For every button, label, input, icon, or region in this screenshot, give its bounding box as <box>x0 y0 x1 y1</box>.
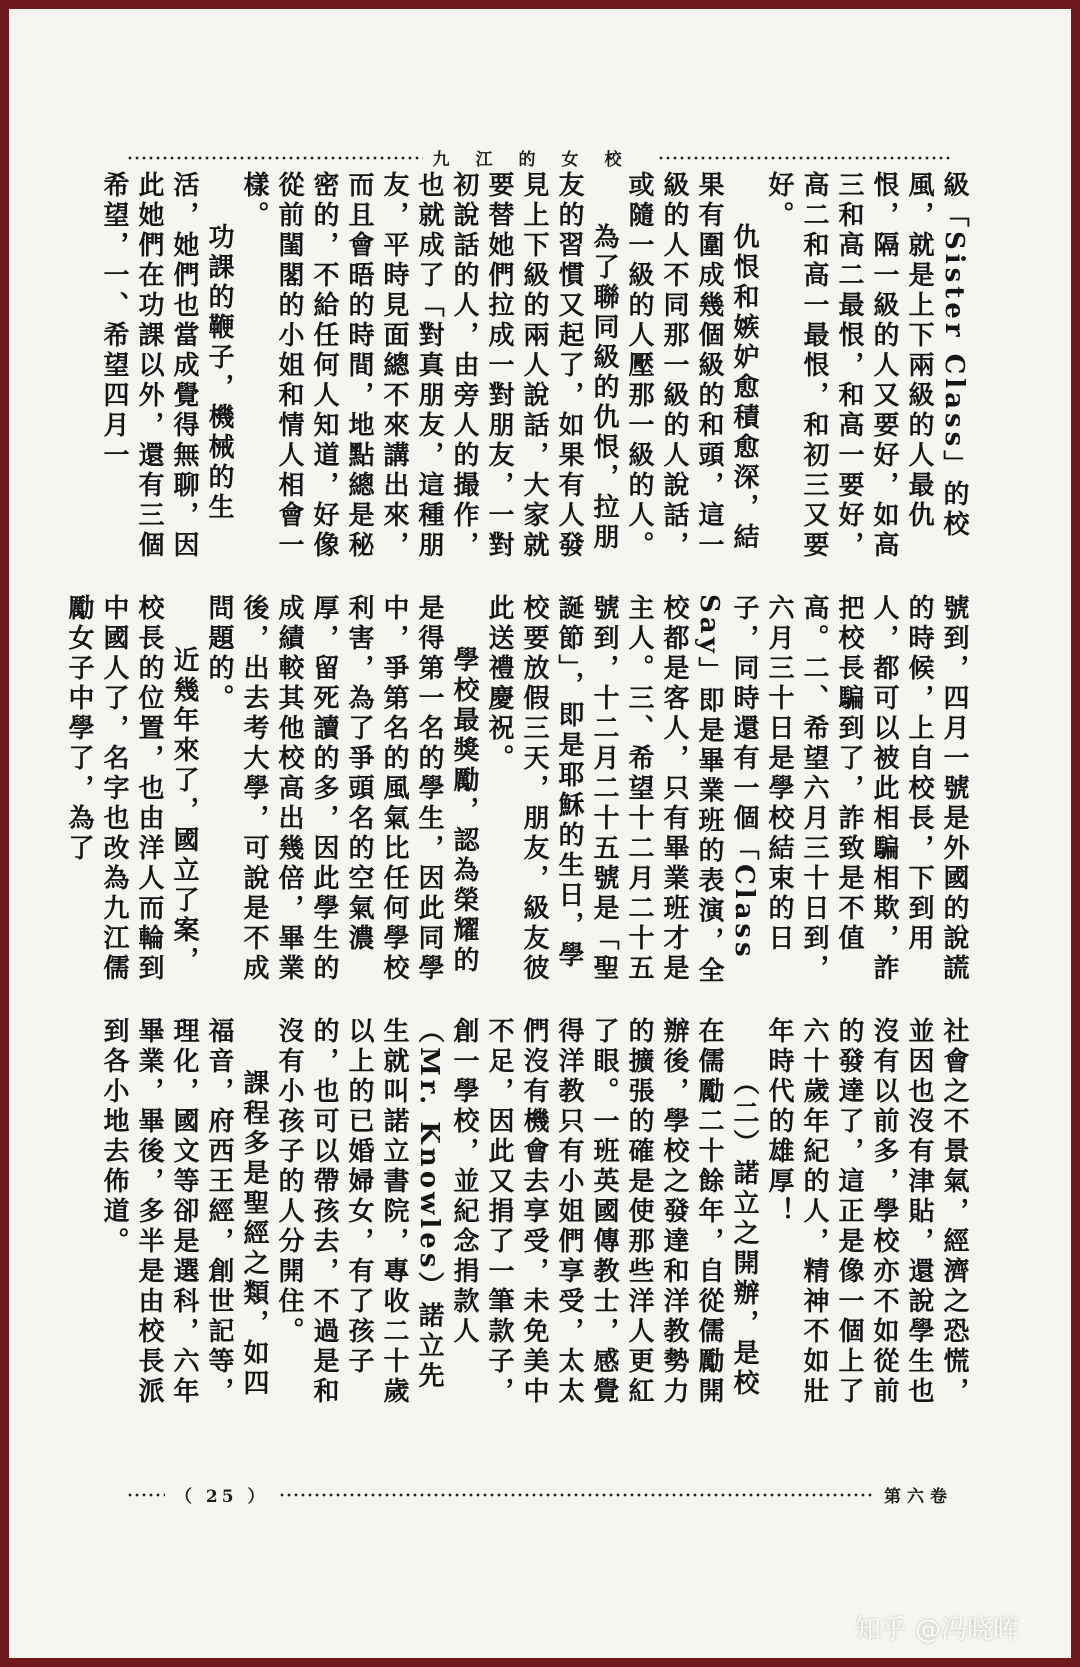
paragraph: 功課的鞭子，機械的生活，她們也當成覺得無聊，因此她們在功課以外，還有三個希望，一、希望四月一 <box>99 171 234 561</box>
paragraph: 社會之不景氣，經濟之恐慌，並因也沒有津貼，還說學生也沒有以前多，學校亦不如從前的發達了，這正是像一個上了六十歲年紀的人，精神不如壯年時代的雄厚！ <box>764 1017 969 1407</box>
paragraph: 級「Sister Class」的校風，就是上下兩級的人最仇恨，隔一級的人又要好，如高三和高二最恨，和高一要好，高二和高一最恨，和初三又要好。 <box>764 171 969 561</box>
running-header <box>127 145 953 170</box>
text-tier-top <box>99 171 971 571</box>
paragraph: （二）諾立之開辦，是校在儒勵二十餘年，自從儒勵開辦後，學校之發達和洋教勢力的擴張的確是使那些洋人更紅了眼。一班英國傳教士，感覺得洋教只有小姐們享受，太太們沒有機會去享受，未免美中不足，因此又捐了一筆款子，創一學校，並紀念捐款人（Mr. Knowles）諾立先生就叫諾立書院，專收二十歲以上的已婚婦女，有了孩子的，也可以帶孩去，不過是和沒有小孩子的人分開住。 <box>274 1017 759 1407</box>
page-number: （ 25 ） <box>175 1487 269 1507</box>
header-dotted-rule-right <box>658 155 954 161</box>
text-tier-middle <box>64 594 971 994</box>
paragraph: 近幾年來了，國立了案，校長的位置，也由洋人而輪到中國人了，名字也改為九江儒勵女子中學了，為了 <box>64 594 199 984</box>
running-footer <box>127 1482 953 1507</box>
paragraph: 課程多是聖經之類，如四福音，府西王經，創世記等，理化，國文等卻是選科，六年畢業，畢後，多半是由校長派到各小地去佈道。 <box>99 1017 269 1407</box>
watermark: 知乎 @冯晓晖 <box>854 1615 1019 1645</box>
footer-dotted-rule-left <box>127 1492 165 1498</box>
running-title: 九江的女校 <box>432 150 648 170</box>
paragraph: 為了聯同級的仇恨，拉朋友的習慣又起了，如果有人發見上下級的兩人說話，大家就要替她們拉成一對朋友，一對初說話的人，由旁人的撮作，也就成了「對真朋友，這種朋友，平時見面總不來講出來，而且會晤的時間，地點總是秘密的，不給任何人知道，好像從前閨閣的小姐和情人相會一樣。 <box>239 171 619 561</box>
paragraph: 號到，四月一號是外國的說謊的時候，上自校長，下到用人，都可以被此相騙相欺，詐把校長騙到了，詐致是不值高。二、希望六月三十日到，六月三十日是學校結束的日子，同時還有一個「Class Say」即是畢業班的表演，全校都是客人，只有畢業班才是主人。三、希望十二月二十五號到，十二月二十五號是「聖誕節」，即是耶穌的生日，學校要放假三天，朋友，級友彼此送禮慶祝。 <box>484 594 969 987</box>
paragraph: 仇恨和嫉妒愈積愈深，結果有圍成幾個級的和頭，這一級的人不同那一級的人說話，或隨一級的人壓那一級的人。 <box>624 171 759 561</box>
footer-dotted-rule <box>279 1492 874 1498</box>
volume-label: 第六卷 <box>884 1487 953 1507</box>
header-dotted-rule-left <box>127 155 423 161</box>
text-tier-bottom <box>99 1017 971 1417</box>
paragraph: 學校最獎勵，認為榮耀的是得第一名的學生，因此同學中，爭第名的風氣比任何學校利害，為了爭頭名的空氣濃厚，留死讀的多，因此學生的成績較其他校高出幾倍，畢業後，出去考大學，可說是不成問題的。 <box>204 594 479 984</box>
